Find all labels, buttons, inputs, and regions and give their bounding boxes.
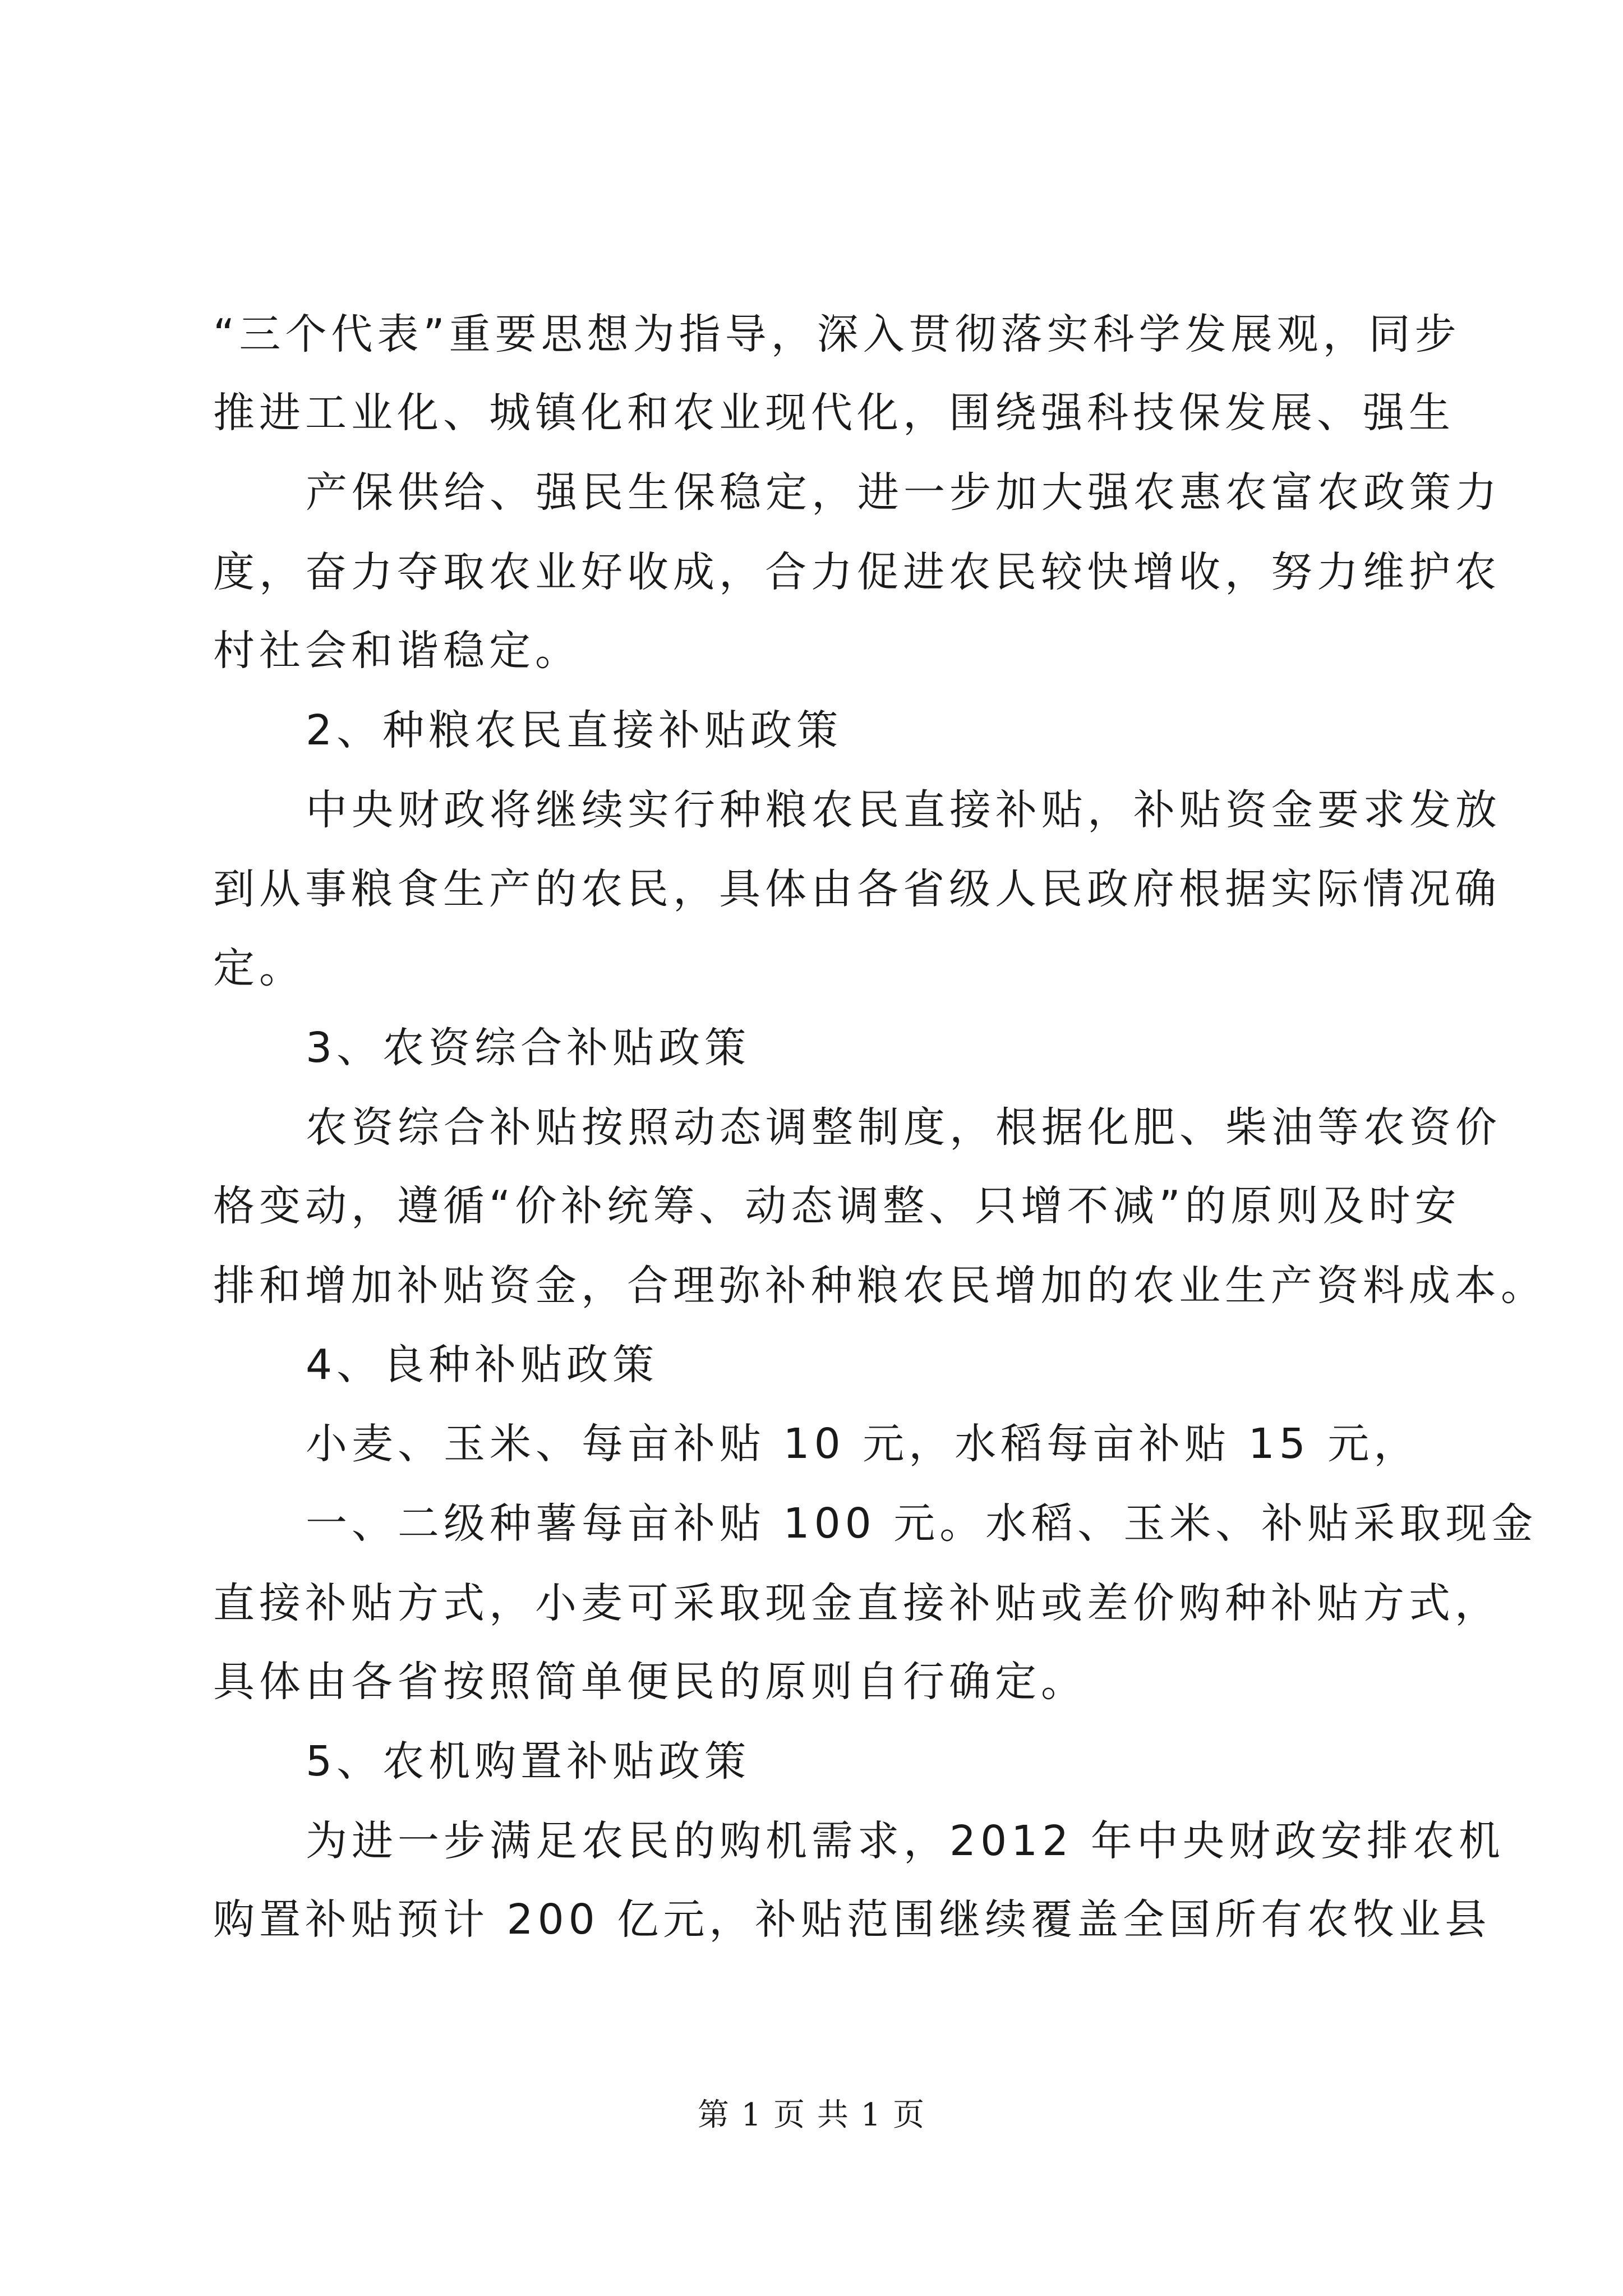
section-heading: 2、种粮农民直接补贴政策	[306, 706, 843, 754]
section-heading: 5、农机购置补贴政策	[306, 1737, 751, 1786]
text-line: “三个代表”重要思想为指导，深入贯彻落实科学发展观，同步	[213, 310, 1461, 358]
text-line: 推进工业化、城镇化和农业现代化，围绕强科技保发展、强生	[213, 389, 1455, 437]
text-line: 直接补贴方式，小麦可采取现金直接补贴或差价购种补贴方式，	[213, 1579, 1501, 1627]
text-line: 度，奋力夺取农业好收成，合力促进农民较快增收，努力维护农	[213, 548, 1501, 596]
text-line: 排和增加补贴资金，合理弥补种粮农民增加的农业生产资料成本。	[213, 1262, 1547, 1310]
page-number-footer: 第 1 页 共 1 页	[697, 2097, 926, 2133]
text-line: 中央财政将继续实行种粮农民直接补贴，补贴资金要求发放	[306, 786, 1501, 834]
text-line: 小麦、玉米、每亩补贴 10 元，水稻每亩补贴 15 元，	[306, 1420, 1420, 1468]
text-line: 为进一步满足农民的购机需求，2012 年中央财政安排农机	[306, 1817, 1505, 1865]
section-heading: 3、农资综合补贴政策	[306, 1024, 751, 1072]
text-line: 一、二级种薯每亩补贴 100 元。水稻、玉米、补贴采取现金	[306, 1499, 1538, 1548]
text-line: 定。	[213, 944, 305, 992]
text-line: 产保供给、强民生保稳定，进一步加大强农惠农富农政策力	[306, 468, 1501, 517]
text-line: 到从事粮食生产的农民，具体由各省级人民政府根据实际情况确	[213, 865, 1501, 913]
text-line: 农资综合补贴按照动态调整制度，根据化肥、柴油等农资价	[306, 1103, 1501, 1152]
text-line: 购置补贴预计 200 亿元，补贴范围继续覆盖全国所有农牧业县	[213, 1895, 1491, 1944]
section-heading: 4、良种补贴政策	[306, 1341, 659, 1389]
text-line: 格变动，遵循“价补统筹、动态调整、只增不减”的原则及时安	[213, 1182, 1461, 1230]
text-line: 具体由各省按照简单便民的原则自行确定。	[213, 1658, 1087, 1706]
text-line: 村社会和谐稳定。	[213, 627, 581, 675]
